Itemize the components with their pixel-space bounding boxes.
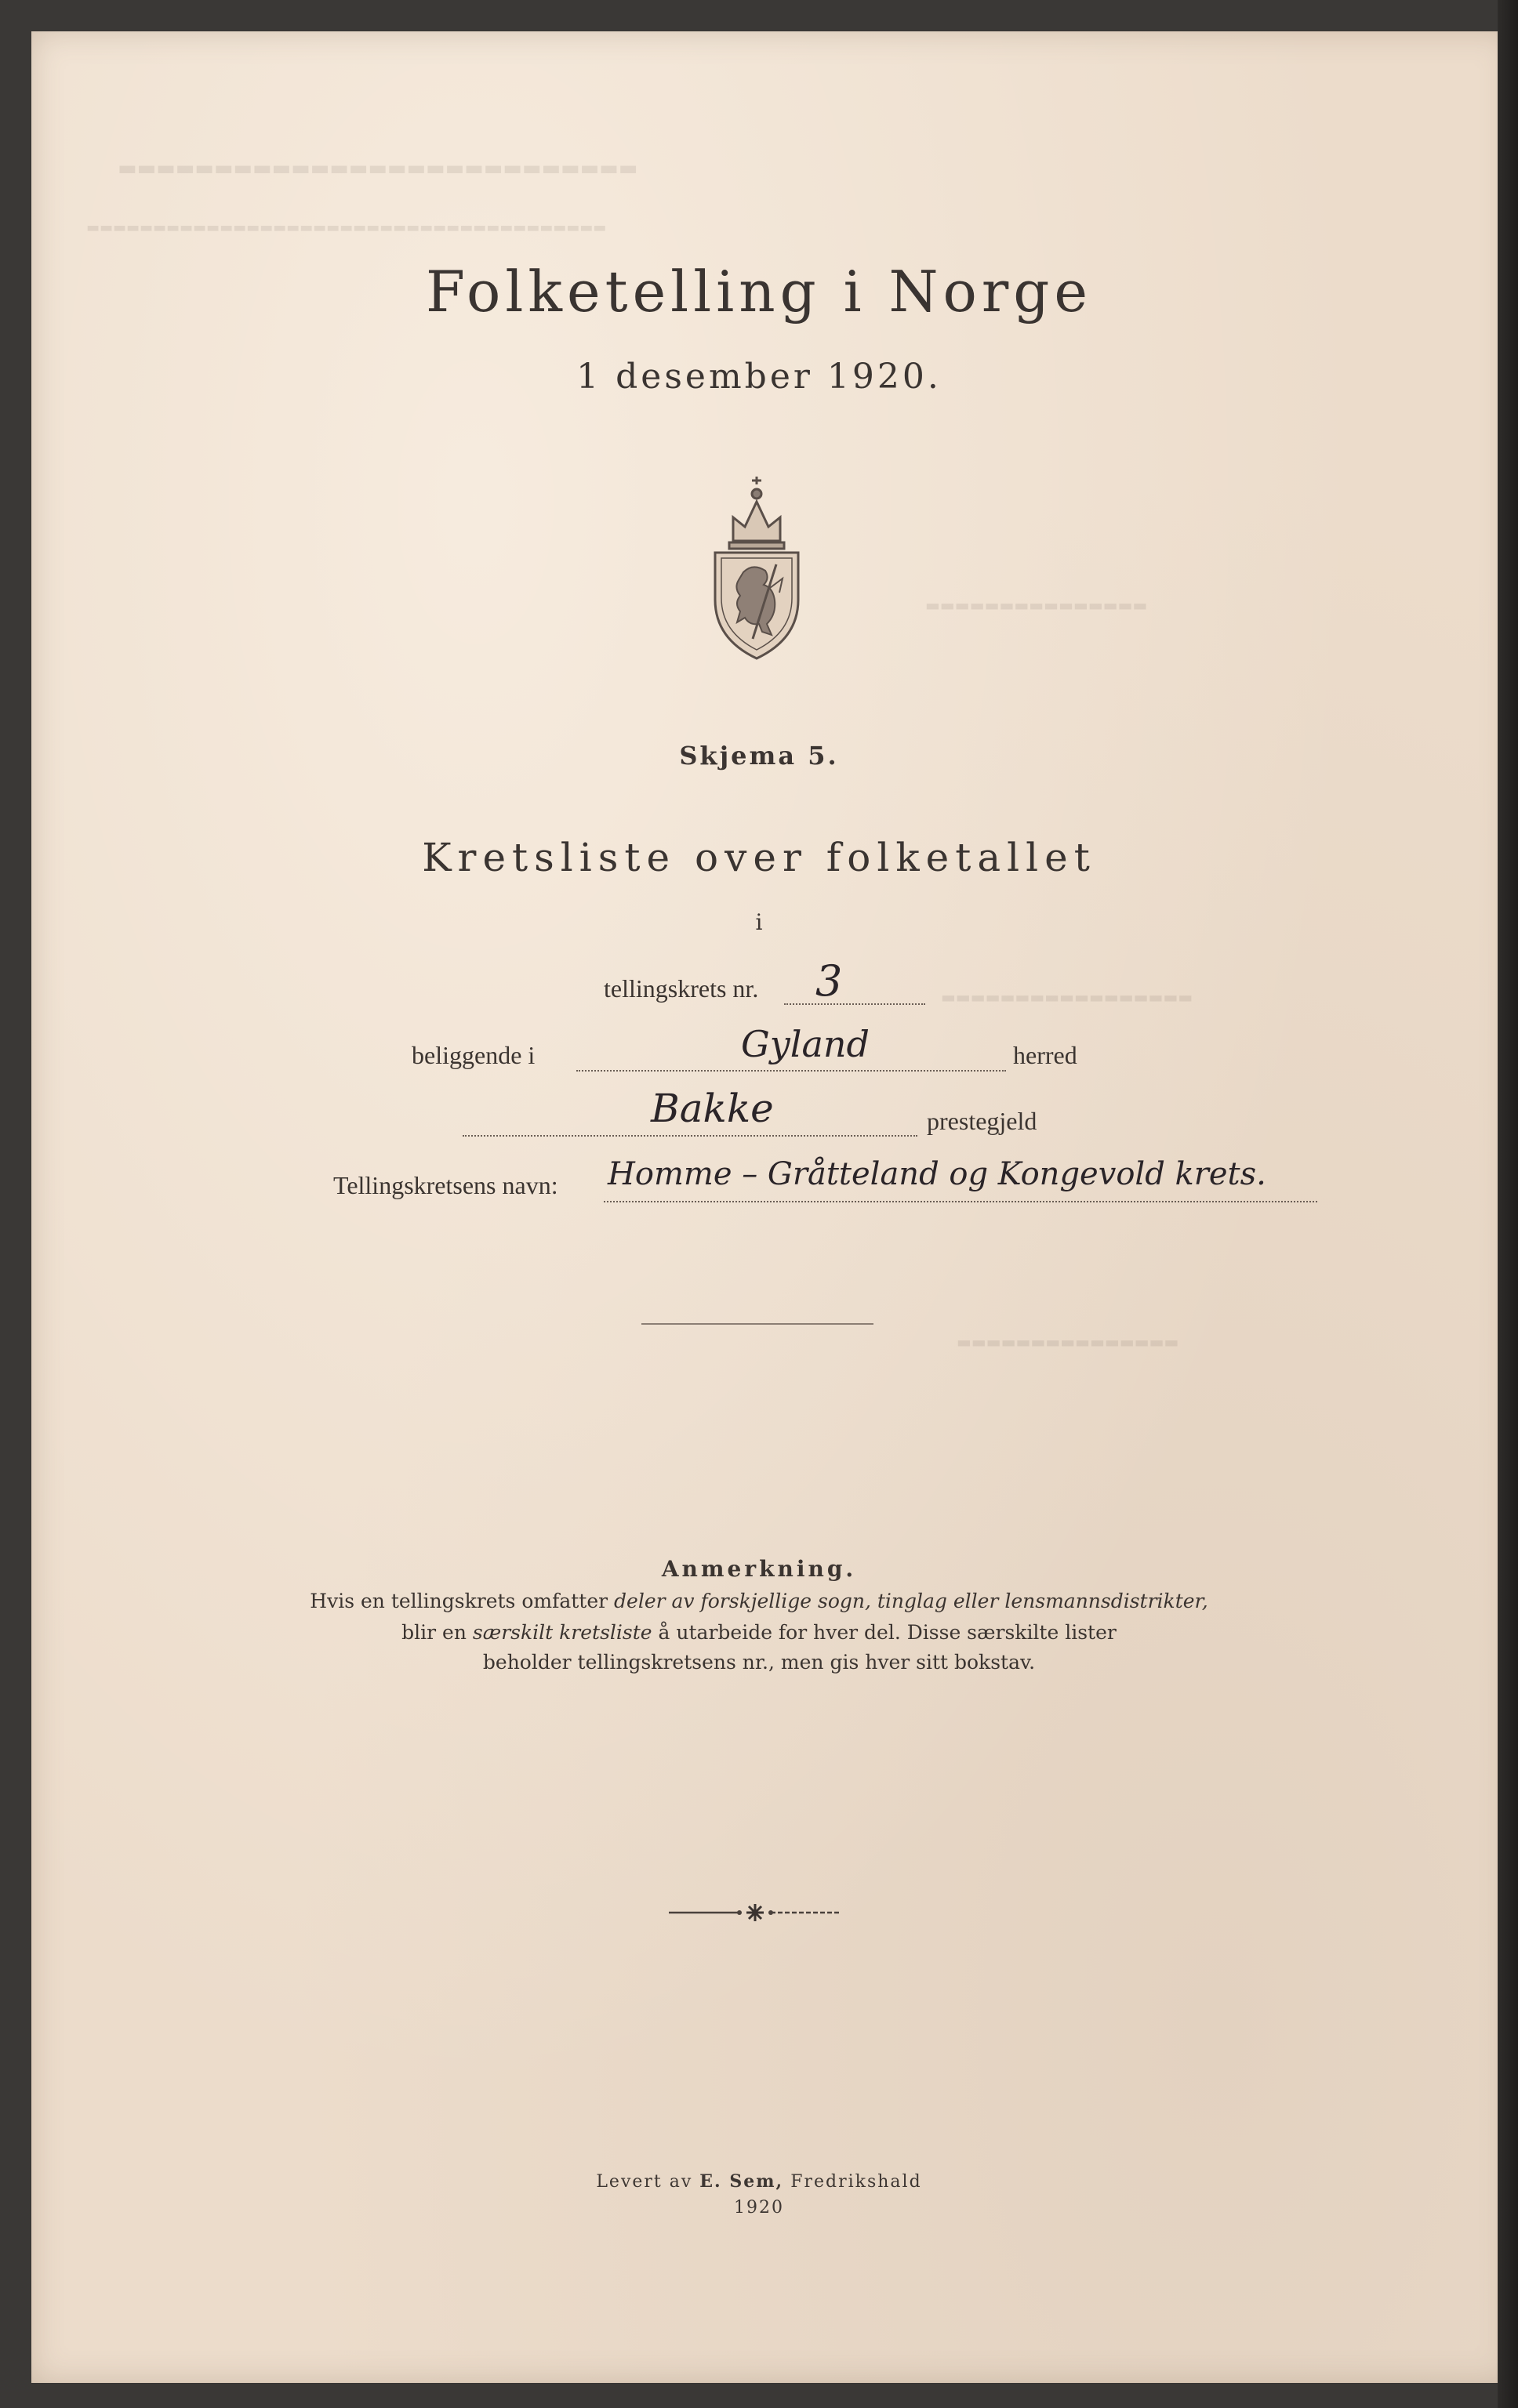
divider-rule: [641, 1323, 873, 1325]
district-name-label: Tellingskretsens navn:: [333, 1171, 558, 1199]
district-name-value: Homme – Gråtteland og Kongevold krets.: [608, 1156, 1266, 1192]
document-title: Folketelling i Norge: [426, 259, 1092, 325]
herred-label: herred: [1013, 1041, 1077, 1069]
district-number-label: tellingskrets nr.: [604, 974, 759, 1003]
bleed-through-text: ▬▬▬▬▬▬▬▬▬▬▬▬▬▬▬: [925, 596, 1148, 615]
norwegian-coat-of-arms-icon: [698, 470, 815, 666]
printer-year: 1920: [734, 2198, 784, 2218]
ornament-divider-icon: [665, 1901, 845, 1924]
district-number-value: 3: [815, 956, 843, 1006]
preposition-text: i: [755, 909, 763, 935]
parish-line: [463, 1135, 917, 1137]
located-in-line: [576, 1070, 1006, 1072]
form-heading: Kretsliste over folketallet: [422, 835, 1096, 880]
census-date: 1 desember 1920.: [576, 357, 942, 397]
parish-value: Bakke: [651, 1086, 774, 1131]
note-line-2: blir en særskilt kretsliste å utarbeide for hver del. Disse særskilte lister: [401, 1621, 1117, 1644]
district-number-line: [784, 1003, 925, 1005]
note-line-1: Hvis en tellingskrets omfatter deler av forskjellige sogn, tinglag eller lensmannsdistrikter,: [310, 1590, 1208, 1612]
printer-line: Levert av E. Sem, Fredrikshald: [596, 2171, 922, 2192]
located-in-label: beliggende i: [412, 1041, 536, 1069]
parish-label: prestegjeld: [927, 1107, 1037, 1135]
bleed-through-text: ▬▬▬▬▬▬▬▬▬▬▬▬▬▬▬▬▬: [941, 988, 1193, 1006]
located-in-value: Gyland: [741, 1023, 870, 1065]
bleed-through-text: ▬▬▬▬▬▬▬▬▬▬▬▬▬▬▬: [957, 1333, 1179, 1351]
district-name-line: [604, 1201, 1317, 1202]
form-number: Skjema 5.: [679, 741, 839, 771]
note-line-3: beholder tellingskretsens nr., men gis hver sitt bokstav.: [482, 1651, 1036, 1674]
note-heading: Anmerkning.: [661, 1556, 857, 1582]
bleed-through-text: ▬▬▬▬▬▬▬▬▬▬▬▬▬▬▬▬▬▬▬▬▬▬▬▬▬▬▬: [118, 157, 638, 180]
bleed-through-text: ▬▬▬▬▬▬▬▬▬▬▬▬▬▬▬▬▬▬▬▬▬▬▬▬▬▬▬▬▬▬▬▬▬▬▬▬▬▬▬: [86, 219, 607, 236]
